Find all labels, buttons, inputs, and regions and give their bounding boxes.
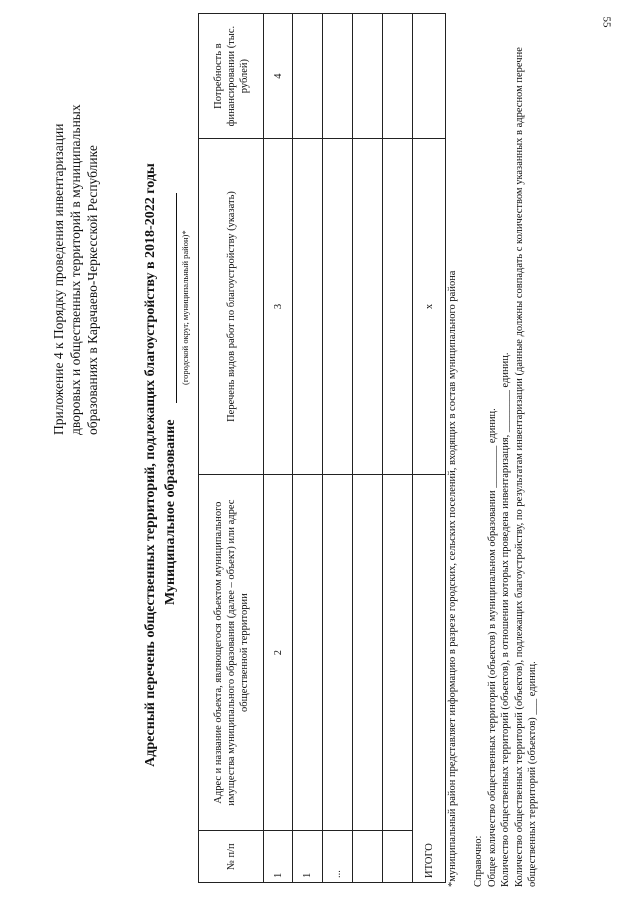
table-cell <box>293 14 323 139</box>
header-works: Перечень видов работ по благоустройству (указать) <box>199 139 264 475</box>
municipality-hint: (городской округ, муниципальный район)* <box>180 230 190 385</box>
total-works-cell: х <box>413 139 446 475</box>
table-cell <box>293 139 323 475</box>
reference-line-1: Общее количество общественных территорий (объектов) в муниципальном образовании ________ единиц. <box>486 408 498 887</box>
total-funding-cell <box>413 14 446 139</box>
document-title: Адресный перечень общественных территорий, подлежащих благоустройству в 2018-2022 годы <box>143 163 158 767</box>
table-cell <box>323 14 353 139</box>
total-label: ИТОГО <box>413 474 446 882</box>
table-cell <box>353 14 383 139</box>
column-number-row <box>264 14 293 883</box>
table-cell <box>353 474 383 831</box>
header-funding: Потребность в финансировании (тыс. рублей) <box>199 14 264 139</box>
column-number: 2 <box>264 474 293 831</box>
total-row <box>413 14 446 883</box>
table-cell: 1 <box>293 831 323 883</box>
appendix-line-2: дворовых и общественных территорий в муниципальных <box>68 104 83 435</box>
table-row <box>383 14 413 883</box>
table-row <box>323 14 353 883</box>
table-cell <box>383 831 413 883</box>
reference-heading: Справочно: <box>473 835 484 887</box>
table-cell <box>383 474 413 831</box>
reference-block <box>472 7 540 887</box>
address-list-table <box>198 13 446 883</box>
header-address: Адрес и название объекта, являющегося объектом муниципального имущества муниципального образования (далее – объект) или адрес общественной территории <box>199 474 264 831</box>
municipality-label: Муниципальное образование <box>163 419 178 605</box>
reference-line-3: Количество общественных территорий (объектов), подлежащих благоустройству, по результатам инвентаризации (данные должны совпадать с количеством указанных в адресном перечне общественных территорий (объектов) ___ единиц. <box>513 47 538 887</box>
column-number: 1 <box>264 831 293 883</box>
municipality-blank-line <box>176 193 177 403</box>
table-cell <box>353 139 383 475</box>
appendix-header <box>50 35 101 435</box>
table-cell <box>323 139 353 475</box>
header-number: № п/п <box>199 831 264 883</box>
table-cell <box>383 139 413 475</box>
page-number: 55 <box>600 16 613 28</box>
footnote: *муниципальный район представляет информацию в разрезе городских, сельских поселений, входящих в состав муниципального района <box>447 270 458 887</box>
table-cell <box>293 474 323 831</box>
table-cell <box>383 14 413 139</box>
column-number: 4 <box>264 14 293 139</box>
column-number: 3 <box>264 139 293 475</box>
appendix-line-3: образованиях в Карачаево-Черкесской Республике <box>85 145 100 435</box>
table-row <box>293 14 323 883</box>
table-cell: ... <box>323 831 353 883</box>
table-cell <box>353 831 383 883</box>
table-cell <box>323 474 353 831</box>
appendix-line-1: Приложение 4 к Порядку проведения инвентаризации <box>51 123 66 435</box>
reference-line-2: Количество общественных территорий (объектов), в отношении которых проведена инвентаризация, ________ единиц. <box>500 352 511 887</box>
table-row <box>353 14 383 883</box>
